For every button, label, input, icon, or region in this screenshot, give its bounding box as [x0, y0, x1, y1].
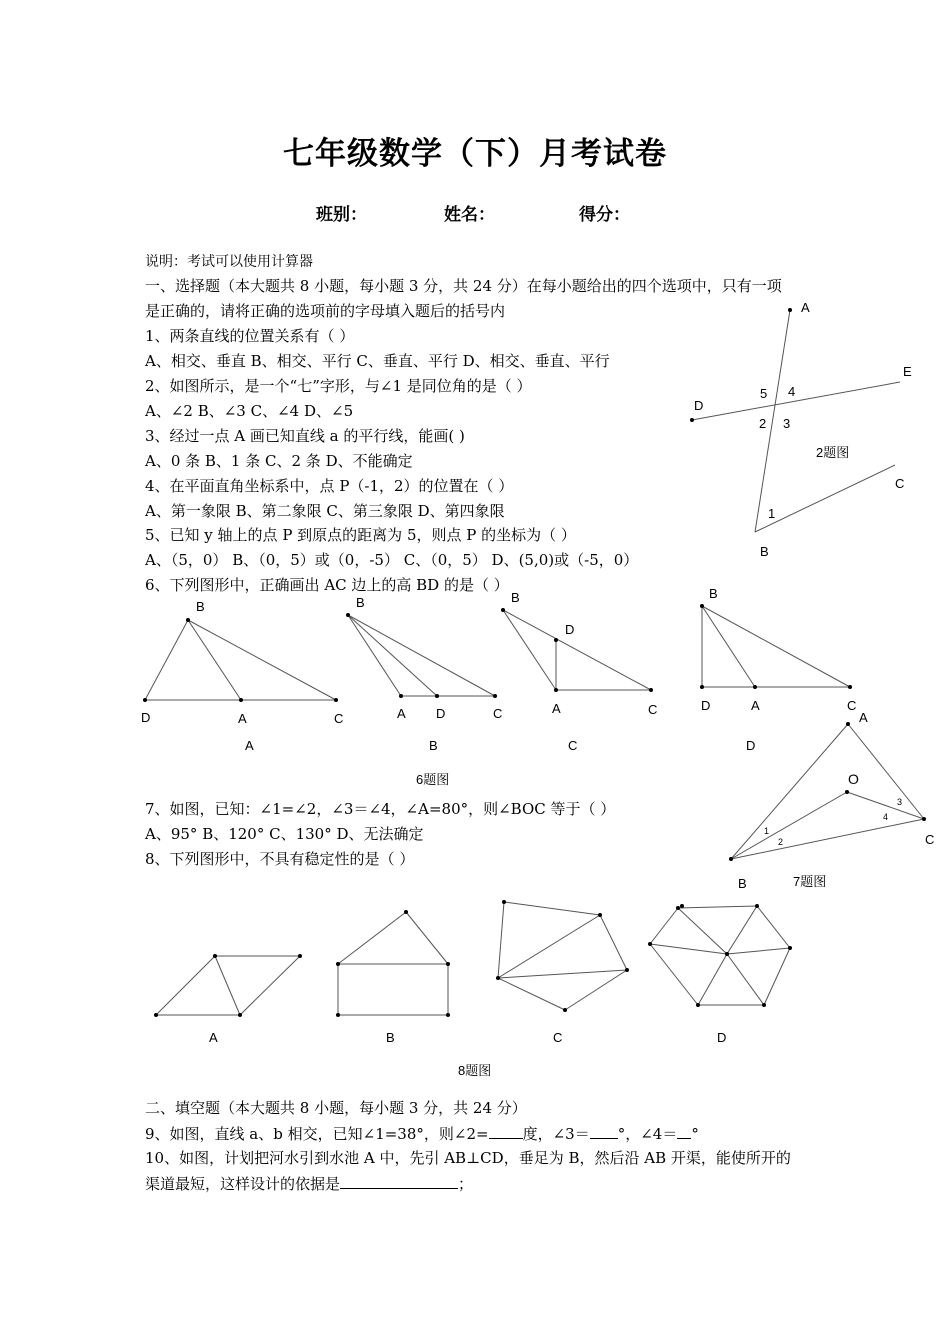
- fig6c-label-D: D: [565, 622, 575, 637]
- answer-blank-reason[interactable]: [340, 1173, 458, 1189]
- fig6-option-d: D: [746, 738, 756, 753]
- question-2-options: A、∠2 B、∠3 C、∠4 D、∠5: [145, 402, 354, 420]
- question-2: 2、如图所示，是一个“七”字形，与∠1 是同位角的是（ ）: [145, 377, 532, 395]
- fig8-option-d: D: [717, 1030, 727, 1045]
- score-label: 得分：: [579, 205, 630, 225]
- fig6d-label-A: A: [751, 698, 760, 713]
- question-1-options: A、相交、垂直 B、相交、平行 C、垂直、平行 D、相交、垂直、平行: [145, 352, 610, 370]
- answer-blank-angle3[interactable]: [590, 1123, 618, 1139]
- fig2-caption: 2题图: [816, 445, 850, 460]
- fig8-option-b: B: [386, 1030, 395, 1045]
- fig6-option-a: A: [245, 738, 254, 753]
- fig6a-label-A: A: [238, 711, 247, 726]
- fig6a-label-C: C: [334, 711, 344, 726]
- question-10-part2: ；: [458, 1175, 474, 1193]
- question-9-part2: 度，∠3＝: [522, 1125, 590, 1143]
- question-5-options: A、（5，0） B、（0，5）或（0，-5） C、（0，5） D、(5,0)或（-5，0）: [145, 551, 639, 569]
- section1-intro-line1: 一、选择题（本大题共 8 小题，每小题 3 分，共 24 分）在每小题给出的四个选项中，只有一项: [145, 277, 782, 295]
- fig6c-label-C: C: [648, 702, 658, 717]
- section1-intro-line2: 是正确的，请将正确的选项前的字母填入题后的括号内: [145, 302, 506, 320]
- fig7-label-C: C: [925, 832, 935, 847]
- fig2-label-D: D: [694, 398, 704, 413]
- question-3: 3、经过一点 A 画已知直线 a 的平行线，能画( ): [145, 427, 465, 445]
- fig2-label-E: E: [903, 364, 912, 379]
- exam-note: 说明：考试可以使用计算器: [145, 254, 313, 270]
- fig2-label-1: 1: [768, 506, 776, 521]
- fig7-label-1: 1: [764, 826, 770, 836]
- answer-blank-angle4[interactable]: [677, 1123, 691, 1139]
- question-10-part1: 渠道最短，这样设计的依据是: [145, 1175, 341, 1193]
- question-7-options: A、95° B、120° C、130° D、无法确定: [145, 825, 424, 843]
- section2-header: 二、填空题（本大题共 8 小题，每小题 3 分，共 24 分）: [145, 1099, 527, 1117]
- fig8-caption: 8题图: [458, 1063, 492, 1078]
- fig2-label-4: 4: [788, 384, 796, 399]
- class-label: 班别：: [316, 205, 367, 225]
- question-10-line2: [145, 1173, 473, 1194]
- fig6d-label-B: B: [709, 586, 718, 601]
- fig6d-label-D: D: [701, 698, 711, 713]
- question-9-part4: °: [691, 1125, 699, 1143]
- fig7-caption: 7题图: [793, 874, 827, 889]
- fig6-option-b: B: [429, 738, 438, 753]
- fig2-label-3: 3: [783, 416, 791, 431]
- fig8-option-a: A: [209, 1030, 218, 1045]
- question-9-part1: 9、如图，直线 a、b 相交，已知∠1=38°，则∠2=: [145, 1125, 489, 1143]
- question-6: 6、下列图形中，正确画出 AC 边上的高 BD 的是（ ）: [145, 576, 509, 594]
- fig8-option-c: C: [553, 1030, 563, 1045]
- question-8: 8、下列图形中，不具有稳定性的是（ ）: [145, 850, 415, 868]
- page-title: 七年级数学（下）月考试卷: [283, 136, 667, 172]
- fig6a-label-D: D: [141, 710, 151, 725]
- fig2-label-5: 5: [760, 386, 768, 401]
- fig7-label-4: 4: [883, 812, 889, 822]
- fig6-option-c: C: [568, 738, 578, 753]
- question-5: 5、已知 y 轴上的点 P 到原点的距离为 5，则点 P 的坐标为（ ）: [145, 526, 576, 544]
- fig6c-label-A: A: [552, 701, 561, 716]
- question-9: [145, 1123, 699, 1144]
- fig7-label-O: O: [848, 771, 859, 787]
- fig2-label-A: A: [801, 300, 810, 315]
- fig6b-label-A: A: [397, 706, 406, 721]
- fig2-label-C: C: [895, 476, 905, 491]
- question-7: 7、如图，已知：∠1=∠2，∠3＝∠4，∠A=80°，则∠BOC 等于（ ）: [145, 800, 616, 818]
- fig6b-label-C: C: [493, 706, 503, 721]
- name-label: 姓名：: [444, 205, 495, 225]
- fig6d-label-C: C: [847, 698, 857, 713]
- question-3-options: A、0 条 B、1 条 C、2 条 D、不能确定: [145, 452, 413, 470]
- fig7-label-3: 3: [897, 797, 903, 807]
- fig2-label-2: 2: [759, 416, 767, 431]
- fig7-label-A: A: [859, 710, 868, 725]
- question-4-options: A、第一象限 B、第二象限 C、第三象限 D、第四象限: [145, 502, 505, 520]
- question-1: 1、两条直线的位置关系有（ ）: [145, 327, 355, 345]
- fig6-caption: 6题图: [416, 772, 450, 787]
- question-9-part3: °，∠4＝: [617, 1125, 678, 1143]
- question-10-line1: 10、如图，计划把河水引到水池 A 中，先引 AB⊥CD，垂足为 B，然后沿 AB 开渠，能使所开的: [145, 1149, 791, 1167]
- answer-blank-angle2[interactable]: [489, 1123, 523, 1139]
- fig6b-label-D: D: [436, 706, 446, 721]
- fig6a-label-B: B: [196, 599, 205, 614]
- fig6b-label-B: B: [356, 595, 365, 610]
- fig7-label-2: 2: [778, 837, 784, 847]
- question-4: 4、在平面直角坐标系中，点 P（-1，2）的位置在（ ）: [145, 477, 514, 495]
- fig7-label-B: B: [738, 876, 747, 891]
- fig2-label-B: B: [760, 544, 769, 559]
- fig6c-label-B: B: [511, 590, 520, 605]
